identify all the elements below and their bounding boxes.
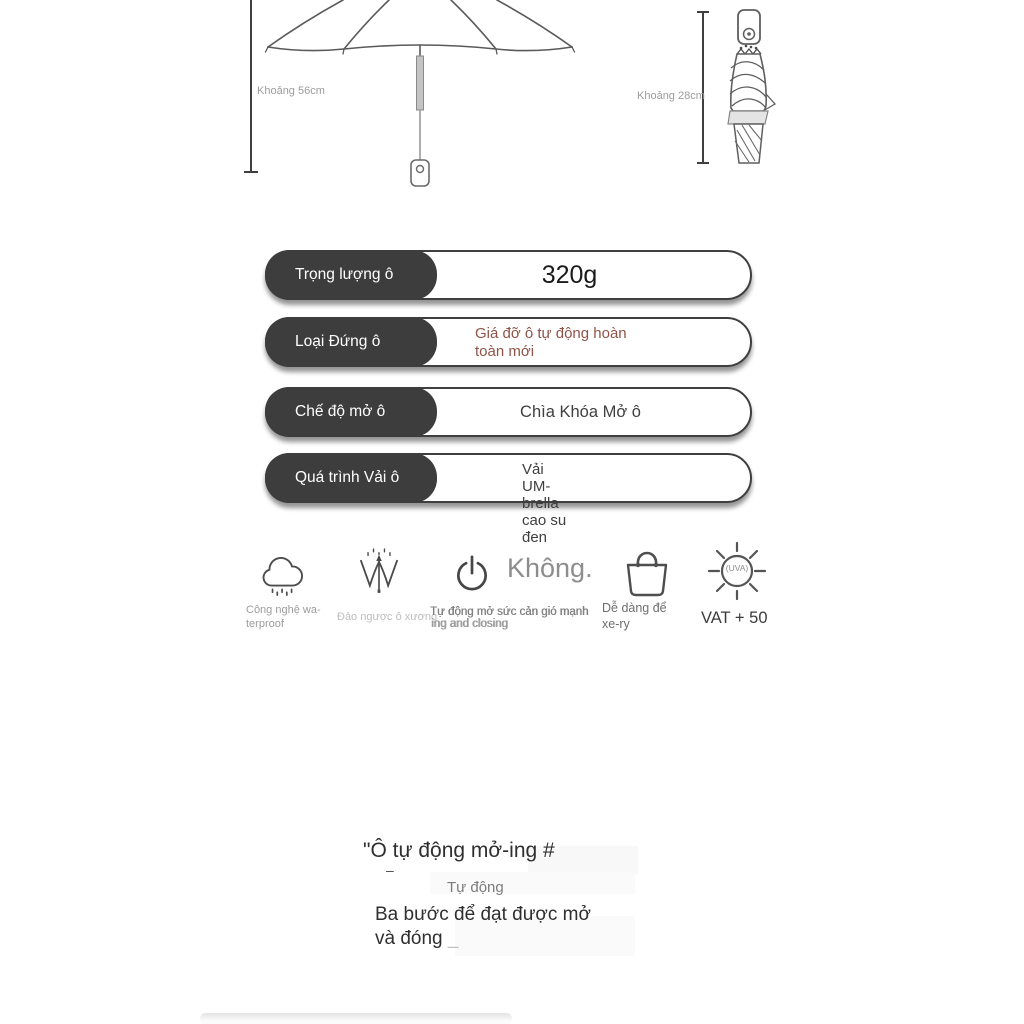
inverted-umbrella-icon bbox=[358, 546, 400, 596]
footer-headline: "Ô tự động mở-ing # bbox=[363, 839, 555, 862]
spec-label: Trọng lượng ô bbox=[265, 250, 437, 300]
uv-protection-label: VAT + 50 bbox=[701, 609, 768, 627]
rain-cloud-icon bbox=[260, 557, 306, 597]
footer-trailing-mark: _ bbox=[447, 928, 459, 949]
footer-dash: – bbox=[386, 862, 394, 878]
uva-badge: (UVA) bbox=[725, 563, 749, 573]
footer-line2 bbox=[375, 928, 458, 950]
folded-height-measure-line bbox=[702, 12, 704, 164]
spec-value: Chìa Khóa Mở ô bbox=[520, 402, 641, 421]
footer-line2-text: và đóng bbox=[375, 928, 443, 949]
spec-label: Quá trình Vải ô bbox=[265, 453, 437, 503]
inverted-umbrella-label: Đảo ngược ô xương bbox=[337, 611, 438, 623]
bottom-divider-bar bbox=[200, 1013, 512, 1024]
power-icon bbox=[453, 555, 491, 595]
spec-row-weight bbox=[265, 250, 752, 300]
spec-value: 320g bbox=[541, 260, 598, 289]
open-measure-cap bbox=[244, 171, 258, 173]
folded-measure-cap-bottom bbox=[697, 162, 709, 164]
footer-line1: Ba bước để đạt được mở bbox=[375, 904, 591, 925]
windproof-text: Không. bbox=[507, 553, 593, 583]
footer-subtitle: Tự động bbox=[447, 879, 504, 896]
spec-label: Loại Đứng ô bbox=[265, 317, 437, 367]
spec-label: Chế độ mở ô bbox=[265, 387, 437, 437]
auto-open-sublabel: ing and closing bbox=[431, 618, 508, 630]
folded-height-label: Khoảng 28cm bbox=[637, 90, 705, 102]
spec-value: Giá đỡ ô tự động hoàn toàn mới bbox=[475, 325, 627, 360]
spec-row-stand-type bbox=[265, 317, 752, 367]
spec-value: Vải UM-brella cao su đen bbox=[522, 461, 567, 546]
spec-row-open-mode bbox=[265, 387, 752, 437]
open-height-measure-line bbox=[250, 0, 252, 173]
folded-measure-cap-top bbox=[697, 11, 709, 13]
auto-open-label: Tự động mở sức cản gió mạnh bbox=[430, 606, 589, 618]
open-height-label: Khoảng 56cm bbox=[257, 85, 325, 97]
easy-carry-label: Dễ dàng để xe-ry bbox=[602, 601, 667, 631]
folded-umbrella-diagram bbox=[722, 8, 784, 170]
spec-row-fabric bbox=[265, 453, 752, 546]
waterproof-label: Công nghệ wa-terproof bbox=[246, 604, 321, 630]
handbag-icon bbox=[621, 544, 673, 598]
